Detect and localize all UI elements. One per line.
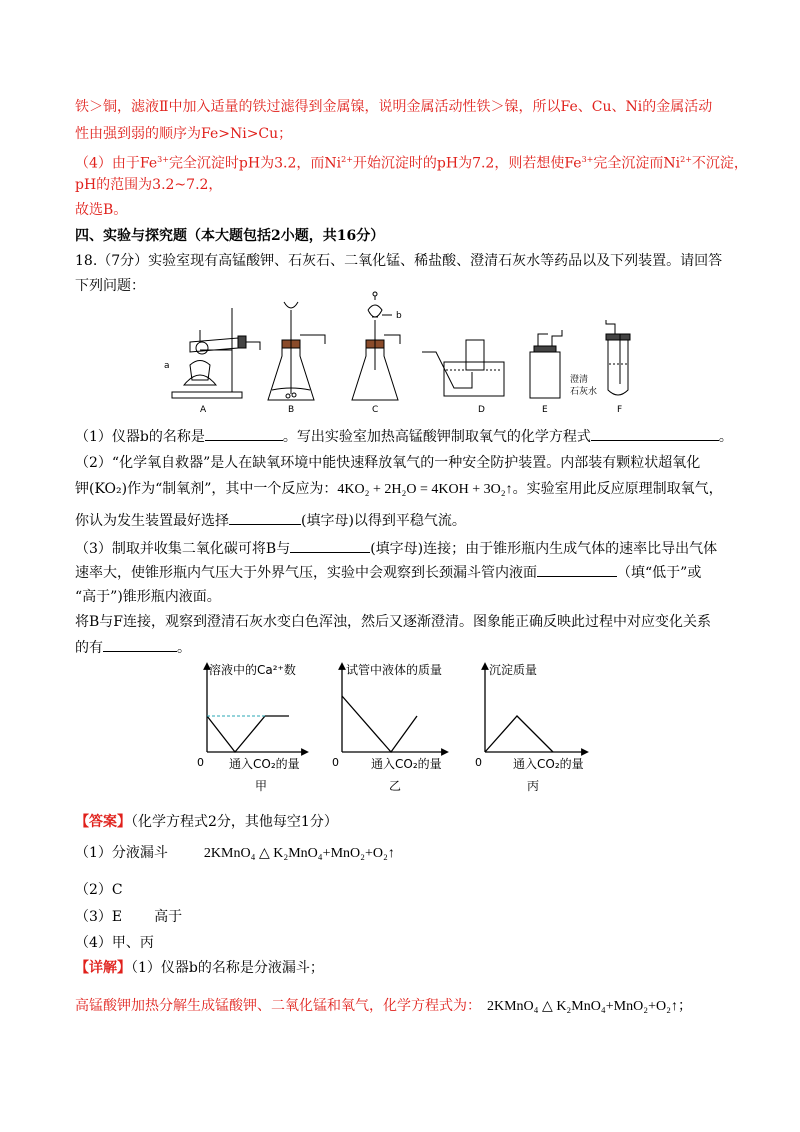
q4-line-2: 的有 。 bbox=[75, 637, 191, 658]
q2-line-2: 钾(KO₂)作为“制氧剂”，其中一个反应为：4KO₂ + 2H₂O = 4KOH + 3O₂↑。实验室用此反应原理制取氧气， bbox=[75, 481, 723, 497]
graph-jia-xlabel: 通入CO₂的量 bbox=[229, 757, 300, 771]
answer-1-equation: 2KMnO₄ △ K₂MnO₄+MnO₂+O₂↑ bbox=[203, 846, 395, 861]
apparatus-label-F: F bbox=[617, 405, 623, 415]
q4-line-1: 将B与F连接，观察到澄清石灰水变白色浑浊，然后又逐渐澄清。图象能正确反映此过程中对应变化关系 bbox=[75, 614, 711, 630]
graph-yi-origin: 0 bbox=[332, 756, 339, 769]
apparatus-label-b-inst: b bbox=[396, 311, 402, 321]
graph-bing-xlabel: 通入CO₂的量 bbox=[513, 757, 584, 771]
graph-bing-line bbox=[485, 716, 553, 752]
q18-intro-2: 下列问题： bbox=[75, 278, 145, 294]
graph-yi bbox=[342, 666, 445, 752]
graph-jia-line bbox=[207, 716, 289, 752]
apparatus-label-E: E bbox=[542, 405, 548, 415]
q2-equation: 4KO₂ + 2H₂O = 4KOH + 3O₂↑ bbox=[337, 482, 513, 497]
q3-line-2: 速率大，使锥形瓶内气压大于外界气压，实验中会观察到长颈漏斗管内液面 （填“低于”或 bbox=[75, 562, 701, 583]
apparatus-b bbox=[268, 302, 325, 400]
prev-line-2: 性由强到弱的顺序为Fe>Ni>Cu； bbox=[75, 126, 293, 142]
q2-line-3: 你认为发生装置最好选择 (填字母)以得到平稳气流。 bbox=[75, 510, 466, 531]
prev-line-5: 故选B。 bbox=[75, 202, 128, 218]
apparatus-e bbox=[530, 330, 562, 398]
detail-2-equation: 2KMnO₄ △ K₂MnO₄+MnO₂+O₂↑； bbox=[487, 999, 692, 1014]
graph-yi-xlabel: 通入CO₂的量 bbox=[371, 757, 442, 771]
graph-yi-line bbox=[342, 696, 417, 752]
apparatus-a bbox=[172, 308, 260, 398]
graph-jia-ylabel: 溶液中的Ca²⁺数 bbox=[209, 663, 296, 677]
apparatus-figure bbox=[160, 290, 650, 418]
answer-2: （2）C bbox=[75, 882, 123, 898]
answer-4: （4）甲、丙 bbox=[75, 935, 154, 951]
detail-1: 【详解】（1）仪器b的名称是分液漏斗； bbox=[75, 960, 324, 976]
q2-line-1: （2）“化学氧自救器”是人在缺氧环境中能快速释放氧气的一种安全防护装置。内部装有颗粒状超氧化 bbox=[75, 455, 701, 471]
prev-line-1: 铁＞铜，滤液Ⅱ中加入适量的铁过滤得到金属镍，说明金属活动性铁＞镍，所以Fe、Cu、Ni的金属活动 bbox=[75, 99, 713, 115]
graph-bing-caption: 丙 bbox=[527, 779, 540, 793]
apparatus-label-A: A bbox=[200, 405, 207, 415]
graph-bing-origin: 0 bbox=[475, 756, 482, 769]
graph-jia-caption: 甲 bbox=[255, 779, 268, 793]
q18-intro-1: 18.（7分）实验室现有高锰酸钾、石灰石、二氧化锰、稀盐酸、澄清石灰水等药品以及下列装置。请回答 bbox=[75, 253, 723, 269]
q1-line: （1）仪器b的名称是 。写出实验室加热高锰酸钾制取氧气的化学方程式 。 bbox=[75, 426, 733, 447]
detail-2: 高锰酸钾加热分解生成锰酸钾、二氧化锰和氧气，化学方程式为： 2KMnO₄ △ K₂MnO₄+MnO₂+O₂↑； bbox=[75, 998, 692, 1014]
answer-1: （1）分液漏斗 2KMnO₄ △ K₂MnO₄+MnO₂+O₂↑ bbox=[75, 845, 395, 861]
q3-line-1: （3）制取并收集二氧化碳可将B与 (填字母)连接；由于锥形瓶内生成气体的速率比导出气体 bbox=[75, 538, 717, 559]
apparatus-label-f2: 石灰水 bbox=[570, 387, 598, 397]
apparatus-label-f1: 澄清 bbox=[570, 375, 589, 385]
graphs-figure bbox=[195, 660, 615, 800]
apparatus-label-a-inst: a bbox=[164, 361, 170, 371]
apparatus-label-D: D bbox=[478, 405, 485, 415]
prev-line-4: pH的范围为3.2~7.2， bbox=[75, 177, 223, 193]
graph-jia bbox=[207, 666, 305, 752]
graph-bing bbox=[485, 666, 585, 752]
graph-bing-ylabel: 沉淀质量 bbox=[489, 663, 538, 677]
apparatus-f bbox=[606, 320, 630, 395]
apparatus-label-C: C bbox=[372, 405, 379, 415]
apparatus-d bbox=[422, 340, 504, 396]
graph-jia-origin: 0 bbox=[197, 756, 204, 769]
section-title: 四、实验与探究题（本大题包括2小题，共16分） bbox=[75, 228, 385, 244]
answer-3: （3）E 高于 bbox=[75, 909, 183, 925]
graph-yi-ylabel: 试管中液体的质量 bbox=[346, 663, 443, 677]
graph-yi-caption: 乙 bbox=[389, 779, 402, 793]
apparatus-c bbox=[352, 292, 400, 400]
answer-heading: 【答案】（化学方程式2分，其他每空1分） bbox=[75, 814, 338, 830]
prev-line-3: （4）由于$Fe^{3+}$完全沉淀时pH为3.2，而$Ni^{2+}$开始沉淀时的pH为7.2，则若想使$Fe^{3+}$完全沉淀而$Ni^{2+}$不沉淀， bbox=[75, 155, 748, 172]
apparatus-label-B: B bbox=[288, 405, 295, 415]
q3-line-3: “高于”)锥形瓶内液面。 bbox=[75, 589, 221, 605]
